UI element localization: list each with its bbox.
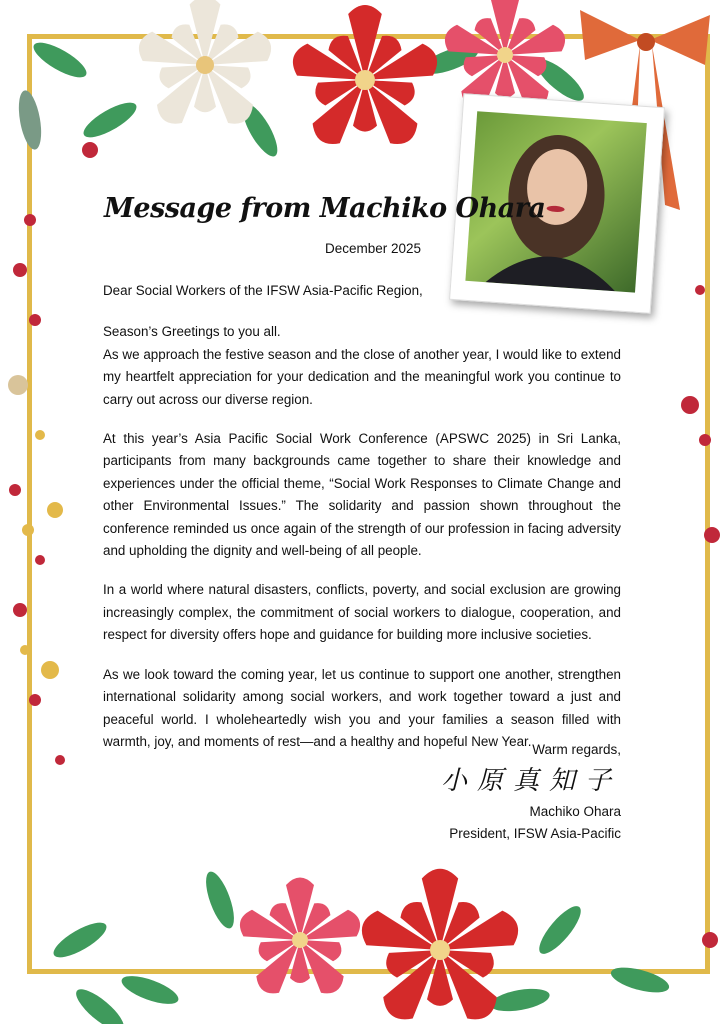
paragraph: At this year’s Asia Pacific Social Work Conference (APSWC 2025) in Sri Lanka, participants from many backgrounds came together to share their knowledge and experiences under the official theme, “Social Work Responses to Climate Change and other Environmental Issues.” The solidarity and passion shown throughout the conference reminded us once again of the strength of our profession in facing adversity and upholding the dignity and well-being of all people.	[103, 431, 621, 559]
gold-dots	[8, 375, 63, 679]
letter-date: December 2025	[325, 241, 422, 256]
paragraph: As we approach the festive season and the close of another year, I would like to extend my heartfelt appreciation for your dedication and the meaningful work you continue to carry out across our diverse region.	[103, 346, 621, 407]
signer-name: Machiko Ohara	[529, 804, 621, 819]
letter-body	[103, 280, 621, 770]
bottom-poinsettias	[236, 869, 523, 1024]
signature-block	[441, 739, 621, 845]
paragraph: Season’s Greetings to you all.	[103, 324, 281, 340]
paragraph: As we look toward the coming year, let us continue to support one another, strengthen international solidarity among social workers, and work together toward a just and peaceful world. I wholeheartedly wish you and your families a season filled with warmth, joy, and moments of rest—and a healthy and hopeful New Year.	[103, 666, 621, 749]
bottom-leaves	[49, 868, 672, 1024]
closing: Warm regards,	[532, 742, 621, 757]
handwritten-signature: 小原真知子	[440, 766, 621, 796]
paragraph: In a world where natural disasters, conflicts, poverty, and social exclusion are growing increasingly complex, the commitment of social workers to dialogue, cooperation, and respect for diversity offers hope and guidance for building more inclusive societies.	[103, 582, 621, 643]
signer-position: President, IFSW Asia-Pacific	[449, 826, 621, 841]
salutation: Dear Social Workers of the IFSW Asia-Pacific Region,	[103, 283, 423, 298]
letter-title: Message from Machiko Ohara	[104, 193, 546, 224]
